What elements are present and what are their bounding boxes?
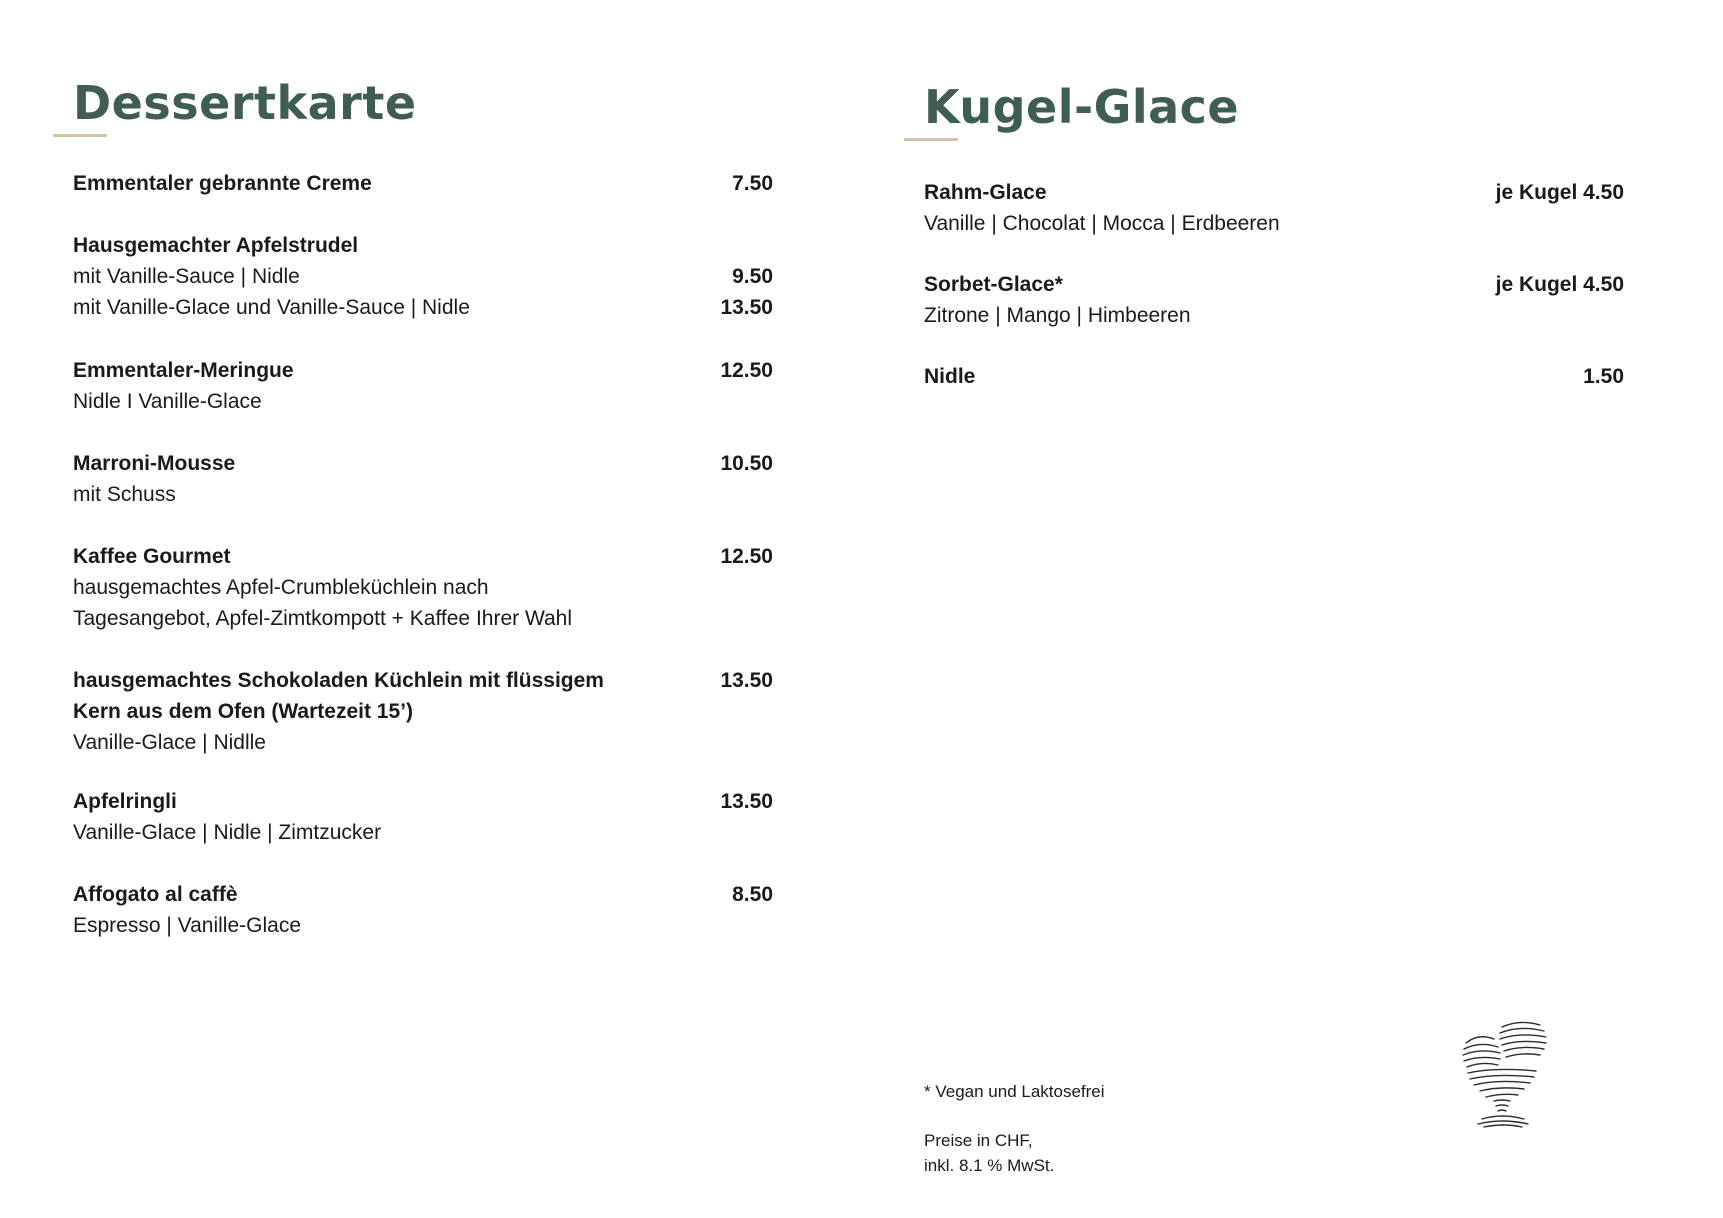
menu-item [73,786,773,848]
item-description: Tagesangebot, Apfel-Zimtkompott + Kaffee Ihrer Wahl [73,607,573,630]
item-price: 13.50 [720,790,773,813]
currency-note: Preise in CHF, [924,1131,1033,1150]
item-name: Rahm-Glace [924,181,1047,204]
item-name: Kaffee Gourmet [73,545,231,568]
ice-cream-cup-sketch-icon [1458,1015,1554,1130]
vat-note: inkl. 8.1 % MwSt. [924,1156,1055,1175]
title-accent-rule [53,134,107,137]
item-variant [73,292,773,323]
variant-description: mit Vanille-Sauce | Nidle [73,265,300,288]
item-price: 12.50 [720,359,773,382]
item-price: 13.50 [720,669,773,692]
item-price: 8.50 [732,883,773,906]
item-description: hausgemachtes Apfel-Crumbleküchlein nach [73,576,489,599]
item-description: Vanille-Glace | Nidle | Zimtzucker [73,821,382,844]
menu-item [73,448,773,510]
item-description: Espresso | Vanille-Glace [73,914,301,937]
menu-item [924,269,1624,331]
item-name: Emmentaler-Meringue [73,359,294,382]
menu-item [73,879,773,941]
item-name: Sorbet-Glace* [924,273,1063,296]
item-description: Vanille | Chocolat | Mocca | Erdbeeren [924,212,1280,235]
item-price: je Kugel 4.50 [1495,273,1624,296]
menu-item [73,168,773,199]
item-price: je Kugel 4.50 [1495,181,1624,204]
item-price: 1.50 [1583,365,1624,388]
menu-item [73,355,773,417]
menu-item [73,541,773,634]
vegan-note: * Vegan und Laktosefrei [924,1082,1105,1101]
item-description: Nidle I Vanille-Glace [73,390,262,413]
menu-item [73,665,773,758]
dessert-menu-title: Dessertkarte [73,76,417,130]
item-name: Affogato al caffè [73,883,238,906]
menu-notes [924,1079,1105,1178]
item-name: Apfelringli [73,790,177,813]
item-price: 10.50 [720,452,773,475]
variant-price: 9.50 [732,265,773,288]
ice-cream-title: Kugel-Glace [924,80,1240,134]
menu-item [924,361,1624,392]
variant-price: 13.50 [720,296,773,319]
menu-item [73,230,773,323]
item-description: Zitrone | Mango | Himbeeren [924,304,1191,327]
variant-description: mit Vanille-Glace und Vanille-Sauce | Nidle [73,296,470,319]
item-description: mit Schuss [73,483,176,506]
item-price: 12.50 [720,545,773,568]
item-variant [73,261,773,292]
item-name: Emmentaler gebrannte Creme [73,172,372,195]
item-name: Marroni-Mousse [73,452,236,475]
item-name: Nidle [924,365,976,388]
title-accent-rule [904,138,958,141]
item-price: 7.50 [732,172,773,195]
menu-item [924,177,1624,239]
item-name: hausgemachtes Schokoladen Küchlein mit flüssigem Kern aus dem Ofen (Wartezeit 15’) [73,669,604,723]
item-description: Vanille-Glace | Nidlle [73,731,266,754]
item-name: Hausgemachter Apfelstrudel [73,234,359,257]
